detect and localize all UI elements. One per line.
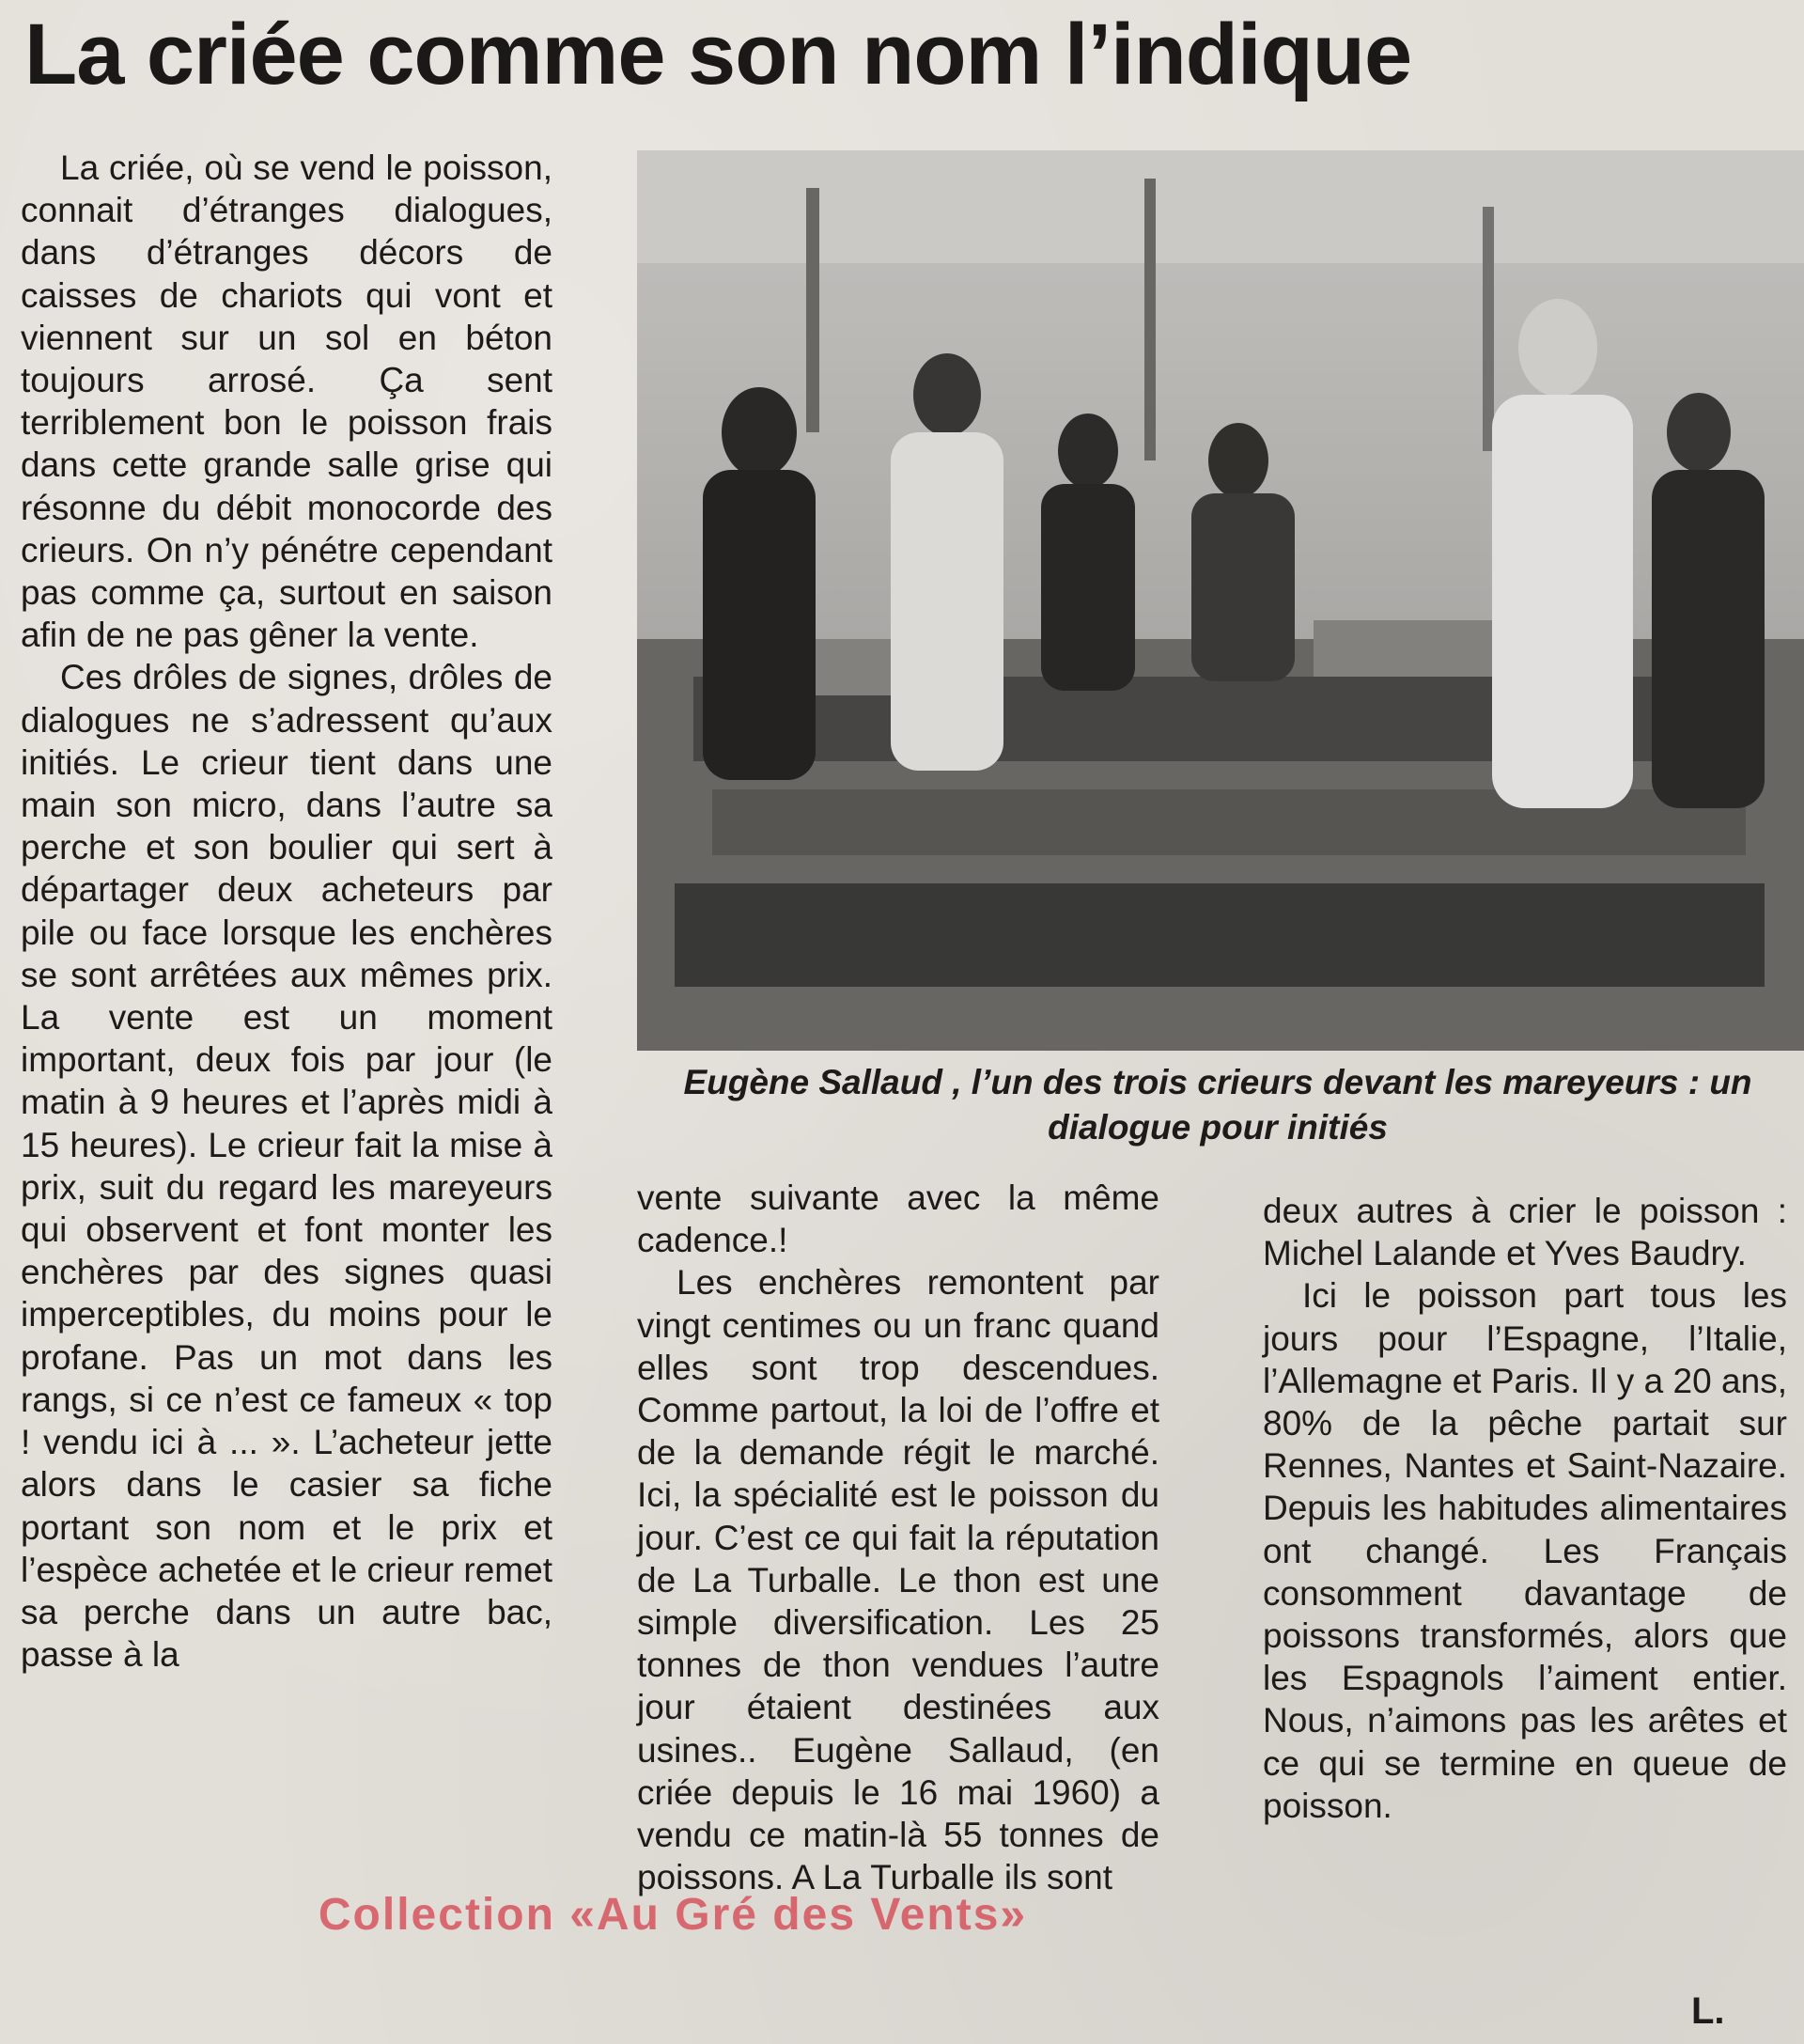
column-1-paragraph-2: Ces drôles de signes, drôles de dialogues ne s’adressent qu’aux initiés. Le crieur tient dans une main son micro, dans l’autre sa perche et son boulier qui sert à départager deux acheteurs par pile ou face lorsque les enchères se sont arrêtées aux mêmes prix. La vente est un moment important, deux fois par jour (le matin à 9 heures et l’après midi à 15 heures). Le crieur fait la mise à prix, suit du regard les mareyeurs qui observent et font monter les enchères par des signes quasi imperceptibles, du moins pour le profane. Pas un mot dans les rangs, si ce n’est ce fameux « top ! vendu ici à ... ». L’acheteur jette alors dans le casier sa fiche portant son nom et le prix et l’espèce achetée et le crieur remet sa perche dans un autre bac, passe à la (21, 658, 552, 1675)
article-column-3 (1263, 1190, 1787, 1827)
article-column-2 (637, 1177, 1159, 1898)
column-2-paragraph-2: Les enchères remontent par vingt centimes ou un franc quand elles sont trop descendues. Comme partout, la loi de l’offre et de la demande régit le marché. Ici, la spécialité est le poisson du jour. C’est ce qui fait la réputation de La Turballe. Le thon est une simple diversification. Les 25 tonnes de thon vendues l’autre jour étaient destinées aux usines.. Eugène Sallaud, (en criée depuis le 16 mai 1960) a vendu ce matin-là 55 tonnes de poissons. A La Turballe ils sont (637, 1263, 1159, 1897)
column-3-paragraph-2: Ici le poisson part tous les jours pour l’Espagne, l’Italie, l’Allemagne et Paris. Il y a 20 ans, 80% de la pêche partait sur Rennes, Nantes et Saint-Nazaire. Depuis les habitudes alimentaires ont changé. Les Français consomment davantage de poissons transformés, alors que les Espagnols l’aiment entier. Nous, n’aimons pas les arêtes et ce qui se termine en queue de poisson. (1263, 1276, 1787, 1825)
column-2-paragraph-1: vente suivante avec la même cadence.! (637, 1178, 1159, 1260)
article-photo (637, 150, 1804, 1051)
article-headline: La criée comme son nom l’indique (24, 7, 1412, 102)
article-column-1 (21, 147, 552, 1676)
author-signature: L. (1691, 1990, 1725, 2032)
photo-caption: Eugène Sallaud , l’un des trois crieurs devant les mareyeurs : un dialogue pour initiés (683, 1063, 1752, 1147)
column-1-paragraph-1: La criée, où se vend le poisson, connait d’étranges dialogues, dans d’étranges décors de caisses de chariots qui vont et viennent sur un sol en béton toujours arrosé. Ça sent terriblement bon le poisson frais dans cette grande salle grise qui résonne du débit monocorde des crieurs. On n’y pénétre cependant pas comme ça, surtout en saison afin de ne pas gêner la vente. (21, 148, 552, 655)
collection-watermark: Collection «Au Gré des Vents» (318, 1890, 1028, 1940)
column-3-paragraph-1: deux autres à crier le poisson : Michel Lalande et Yves Baudry. (1263, 1192, 1787, 1273)
